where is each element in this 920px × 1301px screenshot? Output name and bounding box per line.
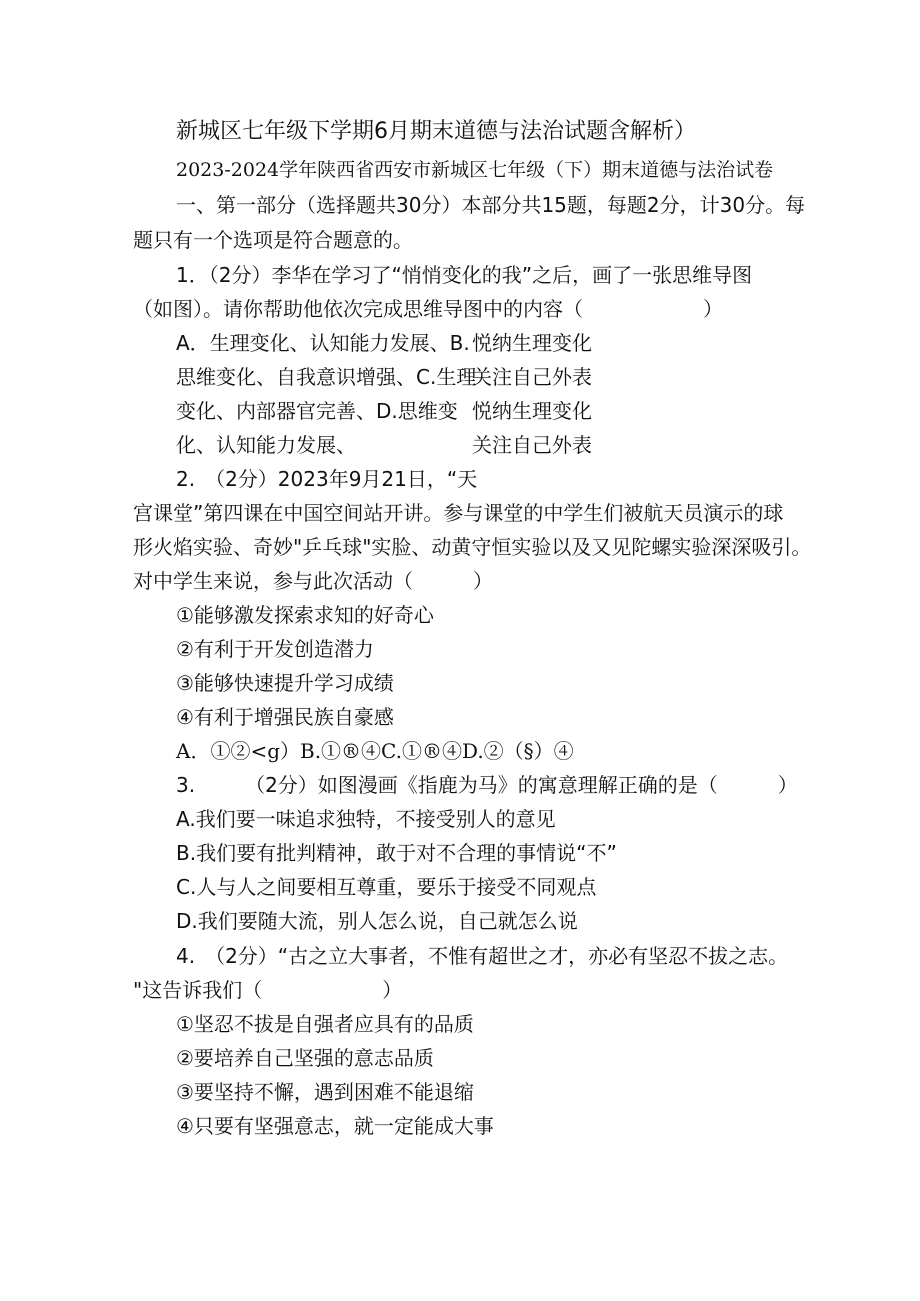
q2-item-2: ②有利于开发创造潜力 xyxy=(176,637,374,661)
q3-option-a: A.我们要一味追求独特，不接受别人的意见 xyxy=(176,807,556,831)
q1-option-left-3: 变化、内部器官完善、D.思维变 xyxy=(176,399,458,423)
q4-stem-line1: 4. （2分）“古之立大事者，不惟有超世之才，亦必有坚忍不拔之志。 xyxy=(176,944,789,968)
q3-option-d: D.我们要随大流，别人怎么说，自己就怎么说 xyxy=(176,909,578,933)
q4-item-3: ③要坚持不懈，遇到困难不能退缩 xyxy=(176,1080,474,1104)
q1-option-left-4: 化、认知能力发展、 xyxy=(176,433,356,457)
section-heading-line2: 题只有一个选项是符合题意的。 xyxy=(133,228,413,252)
q3-option-b: B.我们要有批判精神，敢于对不合理的事情说“不” xyxy=(176,841,617,865)
q4-item-2: ②要培养自己坚强的意志品质 xyxy=(176,1046,434,1070)
q4-item-1: ①坚忍不拔是自强者应具有的品质 xyxy=(176,1012,474,1036)
q2-item-4: ④有利于增强民族自豪感 xyxy=(176,705,394,729)
q1-option-right-4: 关注自己外表 xyxy=(472,433,592,457)
q1-option-right-2: 关注自己外表 xyxy=(472,365,592,389)
q2-stem-line2: 宫课堂”第四课在中国空间站开讲。参与课堂的中学生们被航天员演示的球 xyxy=(133,501,784,525)
q1-stem-line2: （如图）。请你帮助他依次完成思维导图中的内容（ ） xyxy=(133,297,723,321)
q1-option-left-1: A．生理变化、认知能力发展、B. xyxy=(176,331,470,355)
q1-option-right-1: 悦纳生理变化 xyxy=(472,331,592,355)
q2-stem-line3: 形火焰实验、奇妙"乒乓球"实脸、动黄守恒实验以及又见陀螺实验深深吸引。 xyxy=(133,535,812,559)
q2-stem-line1: 2. （2分）2023年9月21日，“天 xyxy=(176,467,478,491)
q3-stem: 3. （2分）如图漫画《指鹿为马》的寓意理解正确的是（ ） xyxy=(176,773,798,797)
q4-stem-line2: "这告诉我们（ ） xyxy=(133,978,403,1002)
q4-item-4: ④只要有坚强意志，就一定能成大事 xyxy=(176,1114,494,1138)
q1-option-right-3: 悦纳生理变化 xyxy=(472,399,592,423)
exam-subtitle: 2023-2024学年陕西省西安市新城区七年级（下）期末道德与法治试卷 xyxy=(176,159,774,181)
q2-options: A．①②<g）B.①®④C.①®④D.②（§）④ xyxy=(176,739,574,763)
document-title: 新城区七年级下学期6月期末道德与法治试题含解析） xyxy=(176,119,696,144)
q2-stem-line4: 对中学生来说，参与此次活动（ ） xyxy=(133,569,493,593)
q1-stem-line1: 1．（2分）李华在学习了“悄悄变化的我”之后，画了一张思维导图 xyxy=(176,263,753,287)
q2-item-1: ①能够激发探索求知的好奇心 xyxy=(176,603,434,627)
q2-item-3: ③能够快速提升学习成绩 xyxy=(176,671,394,695)
section-heading-line1: 一、第一部分（选择题共30分）本部分共15题，每题2分，计30分。每 xyxy=(176,193,806,217)
q1-option-left-2: 思维变化、自我意识增强、C.生理 xyxy=(176,365,477,389)
q3-option-c: C.人与人之间要相互尊重，要乐于接受不同观点 xyxy=(176,875,597,899)
